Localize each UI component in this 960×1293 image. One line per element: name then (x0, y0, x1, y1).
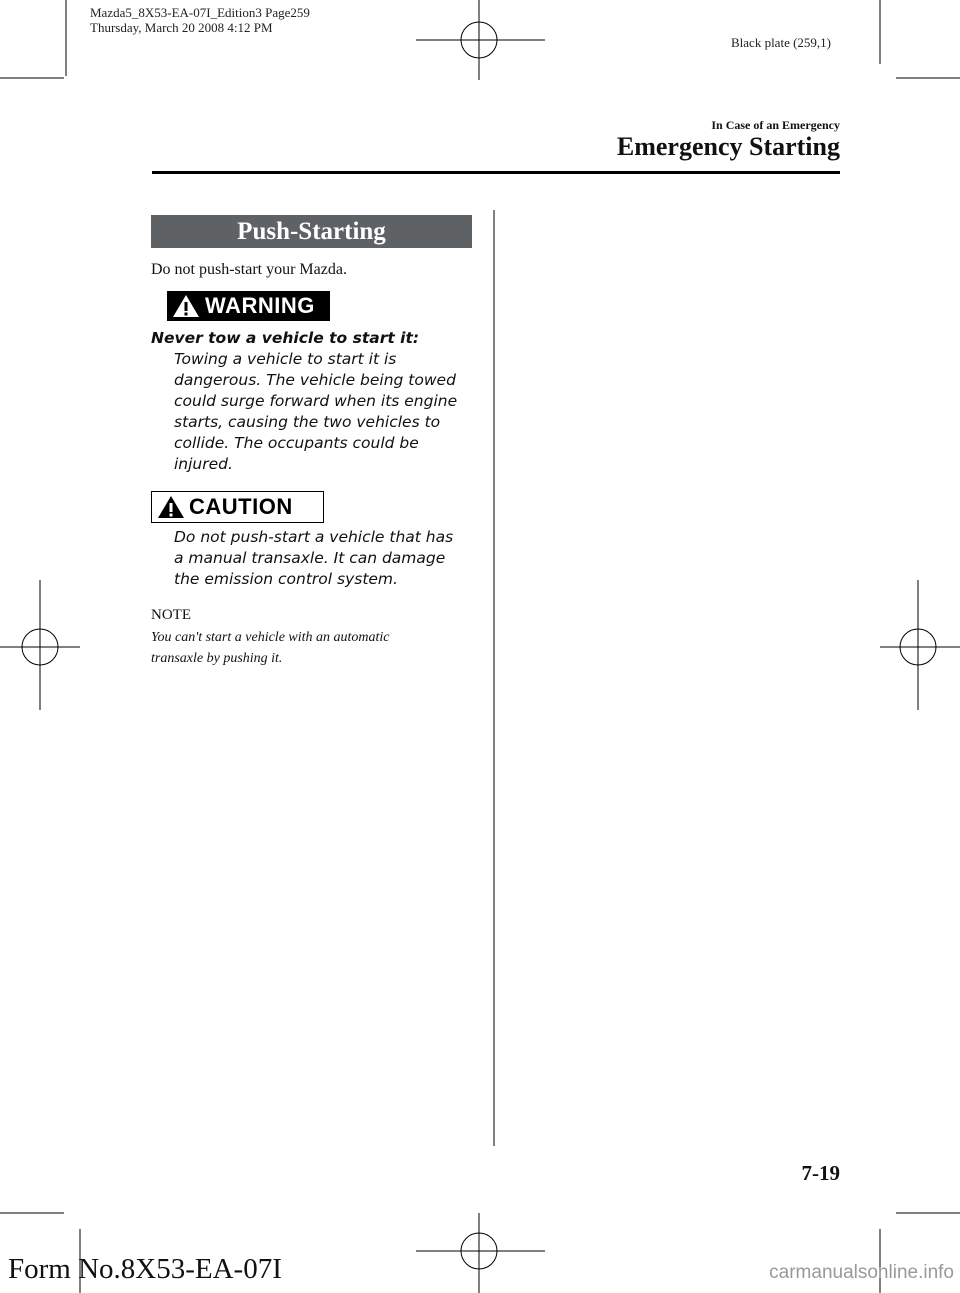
print-timestamp: Thursday, March 20 2008 4:12 PM (90, 20, 273, 35)
caution-triangle-icon (156, 494, 186, 520)
page-number: 7-19 (801, 1161, 840, 1185)
caution-label (151, 491, 324, 523)
warning-title-text: Never tow a vehicle to start it: (151, 329, 420, 347)
section-heading: Push-Starting (151, 215, 472, 248)
note-line: You can't start a vehicle with an automatic (151, 630, 390, 645)
print-job-line: Mazda5_8X53-EA-07I_Edition3 Page259 (90, 5, 310, 20)
caution-line: the emission control system. (174, 570, 398, 588)
warning-label-text: WARNING (205, 293, 315, 318)
warning-line: injured. (174, 455, 233, 473)
warning-label (167, 291, 330, 321)
watermark-text: carmanualsonline.info (769, 1262, 954, 1283)
warning-title (151, 328, 419, 349)
warning-line: Towing a vehicle to start it is (174, 350, 397, 368)
caution-body (174, 527, 453, 590)
note-title: NOTE (151, 607, 191, 623)
warning-line: could surge forward when its engine (174, 392, 458, 410)
warning-line: starts, causing the two vehicles to (174, 413, 441, 431)
note-body (151, 627, 390, 669)
form-number: Form No.8X53-EA-07I (8, 1253, 282, 1285)
plate-info: Black plate (259,1) (731, 35, 831, 50)
page-title: Emergency Starting (616, 132, 840, 161)
caution-line: a manual transaxle. It can damage (174, 549, 446, 567)
section-name: In Case of an Emergency (711, 118, 840, 132)
intro-text: Do not push-start your Mazda. (151, 261, 347, 278)
caution-line: Do not push-start a vehicle that has (174, 528, 454, 546)
note-line: transaxle by pushing it. (151, 651, 283, 666)
caution-label-text: CAUTION (189, 494, 293, 519)
warning-line: dangerous. The vehicle being towed (174, 371, 456, 389)
header-rule (152, 171, 840, 174)
warning-line: collide. The occupants could be (174, 434, 419, 452)
warning-body (174, 349, 457, 475)
warning-triangle-icon (171, 293, 201, 319)
